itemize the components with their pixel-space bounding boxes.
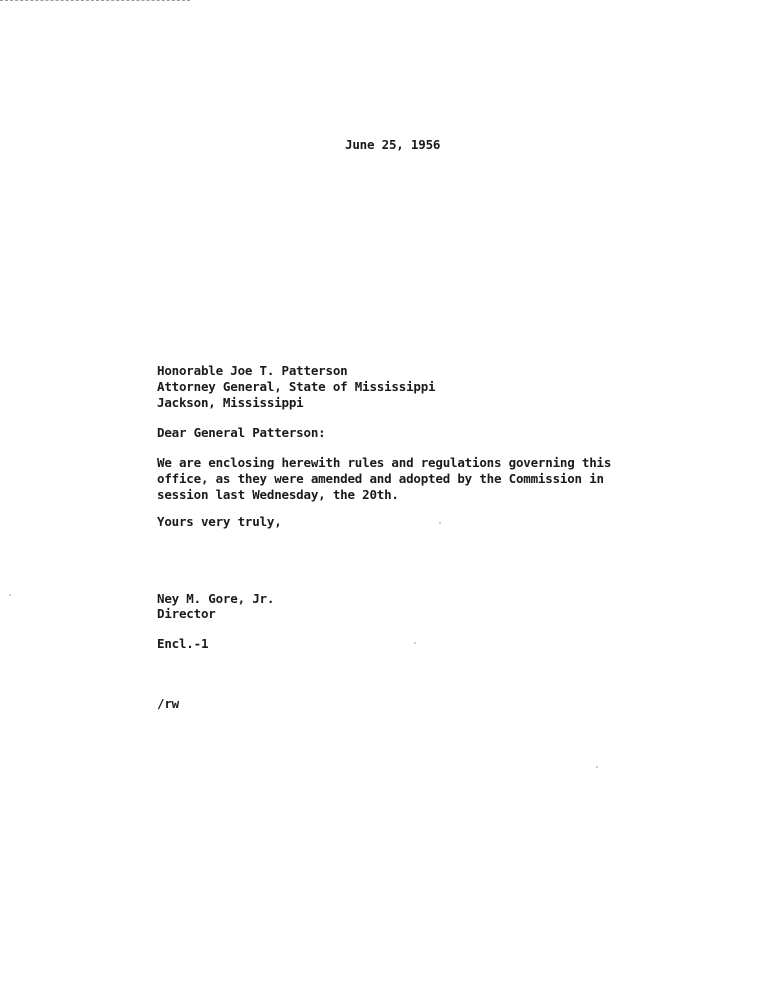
- typist-initials: /rw: [157, 696, 179, 711]
- scan-speck: [414, 642, 416, 644]
- body-line-1: We are enclosing herewith rules and regulations governing this: [157, 455, 612, 470]
- letter-date: June 25, 1956: [345, 137, 441, 152]
- addressee-line-3: Jackson, Mississippi: [157, 395, 304, 410]
- scan-speck: [596, 766, 598, 768]
- body-line-3: session last Wednesday, the 20th.: [157, 487, 399, 502]
- salutation: Dear General Patterson:: [157, 425, 326, 440]
- closing: Yours very truly,: [157, 514, 282, 529]
- scan-speck: [9, 594, 11, 596]
- enclosure-note: Encl.-1: [157, 636, 209, 651]
- scan-speck: [439, 522, 441, 524]
- body-line-2: office, as they were amended and adopted by the Commission in: [157, 471, 604, 486]
- addressee-line-1: Honorable Joe T. Patterson: [157, 363, 348, 378]
- top-dashed-rule: [0, 0, 190, 1]
- addressee-line-2: Attorney General, State of Mississippi: [157, 379, 436, 394]
- signer-name: Ney M. Gore, Jr.: [157, 591, 275, 606]
- signer-title: Director: [157, 606, 216, 621]
